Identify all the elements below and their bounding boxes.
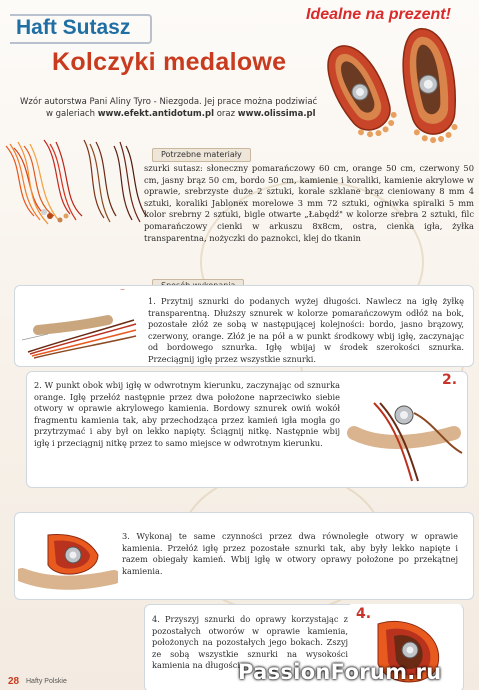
materials-heading: Potrzebne materiały	[152, 148, 251, 162]
author-credit	[20, 96, 330, 120]
step-2-number: 2.	[442, 372, 458, 388]
gallery-link-efekt[interactable]: www.efekt.antidotum.pl	[97, 109, 214, 119]
author-credit-mid: oraz	[214, 109, 238, 119]
page-number: 28	[8, 676, 20, 687]
step-1-text: 1. Przytnij sznurki do podanych wyżej długości. Nawlecz na igłę żyłkę transparentną. Dłuższy sznurek w kolorze pomarańczowym odłóż na bok, pozostałe złóż ze sobą w następującej kolejności: bordo, jasno brązowy, czerwony, orange. Złóż je na pół a w punkt środkowy wbij igłę, zaczynając od bordowego sznurka. Igłę wbijaj w środek szerokości sznurka. Przeciągnij igłę przez wszystkie sznurki.	[148, 296, 464, 364]
step-4-number: 4.	[356, 606, 372, 622]
step-3-text: 3. Wykonaj te same czynności przez dwa równoległe otwory w oprawie kamienia. Przełóż igłę przez pozostałe sznurki tak, aby były lekko napięte i razem obiegały kamień. Wbij igłę w otwory oprawy położone po przekątnej kamienia.	[122, 531, 458, 576]
author-credit-line1: Wzór autorstwa Pani Aliny Tyro - Niezgoda. Jej prace można podziwiać	[20, 97, 318, 107]
threads-photo	[4, 136, 152, 228]
brand-title: Haft Sutasz	[16, 16, 131, 39]
gallery-link-olissima[interactable]: www.olissima.pl	[237, 109, 316, 119]
author-credit-line2	[20, 108, 330, 120]
step-4-text: 4. Przyszyj sznurki do oprawy korzystając z pozostałych otworów w oprawie kamienia, położonych na pozostałych jego bokach. Zszyj ze sobą wszystkie sznurki na wysokości kamienia na długości	[152, 614, 348, 670]
author-credit-prefix: w galeriach	[46, 109, 98, 119]
step-3-photo	[18, 515, 118, 595]
step-2-text: 2. W punkt obok wbij igłę w odwrotnym kierunku, zaczynając od sznurka orange. Igłę przełóż następnie przez dwa położone naprzeciwko siebie otwory w oprawie akrylowego kamienia. Bordowy sznurek owiń wokół fragmentu kamienia tak, aby przechodząca przez kamień igła mogła go przytrzymać i aby był on lekko napięty. Ściągnij nitkę. Następnie wbij igłę i przeciągnij nitkę przez to samo miejsce w odwrotnym kierunku.	[34, 380, 340, 448]
materials-list: szurki sutasz: słoneczny pomarańczowy 60 cm, orange 50 cm, czerwony 50 cm, jasny brąz 50 cm, bordo 50 cm, kamienie i koraliki, kamienie akrylowe w oprawie, srebrzyste duże 2 sztuki, korale szklane brąz cieniowany 8 mm 4 sztuki, koraliki Jablonex morelowe 3 mm 72 sztuki, ogniwka spiralki 5 mm kolor srebrny 2 sztuki, bigle otwarte „Łabędź" w kolorze srebra 2 sztuki, filc pomarańczowy cienki w arkuszu 8x8cm, ostra, cienka igła, żyłka transparentna, nożyczki do paznokci, klej do tkanin	[144, 163, 474, 243]
step-2-photo	[344, 373, 464, 483]
site-watermark: PassionForum.ru	[238, 660, 442, 684]
promo-tagline: Idealne na prezent!	[306, 6, 451, 23]
step-1-photo	[18, 290, 138, 360]
earrings-photo	[320, 22, 478, 162]
page-title: Kolczyki medalowe	[52, 48, 287, 76]
magazine-name: Hafty Polskie	[26, 678, 67, 685]
